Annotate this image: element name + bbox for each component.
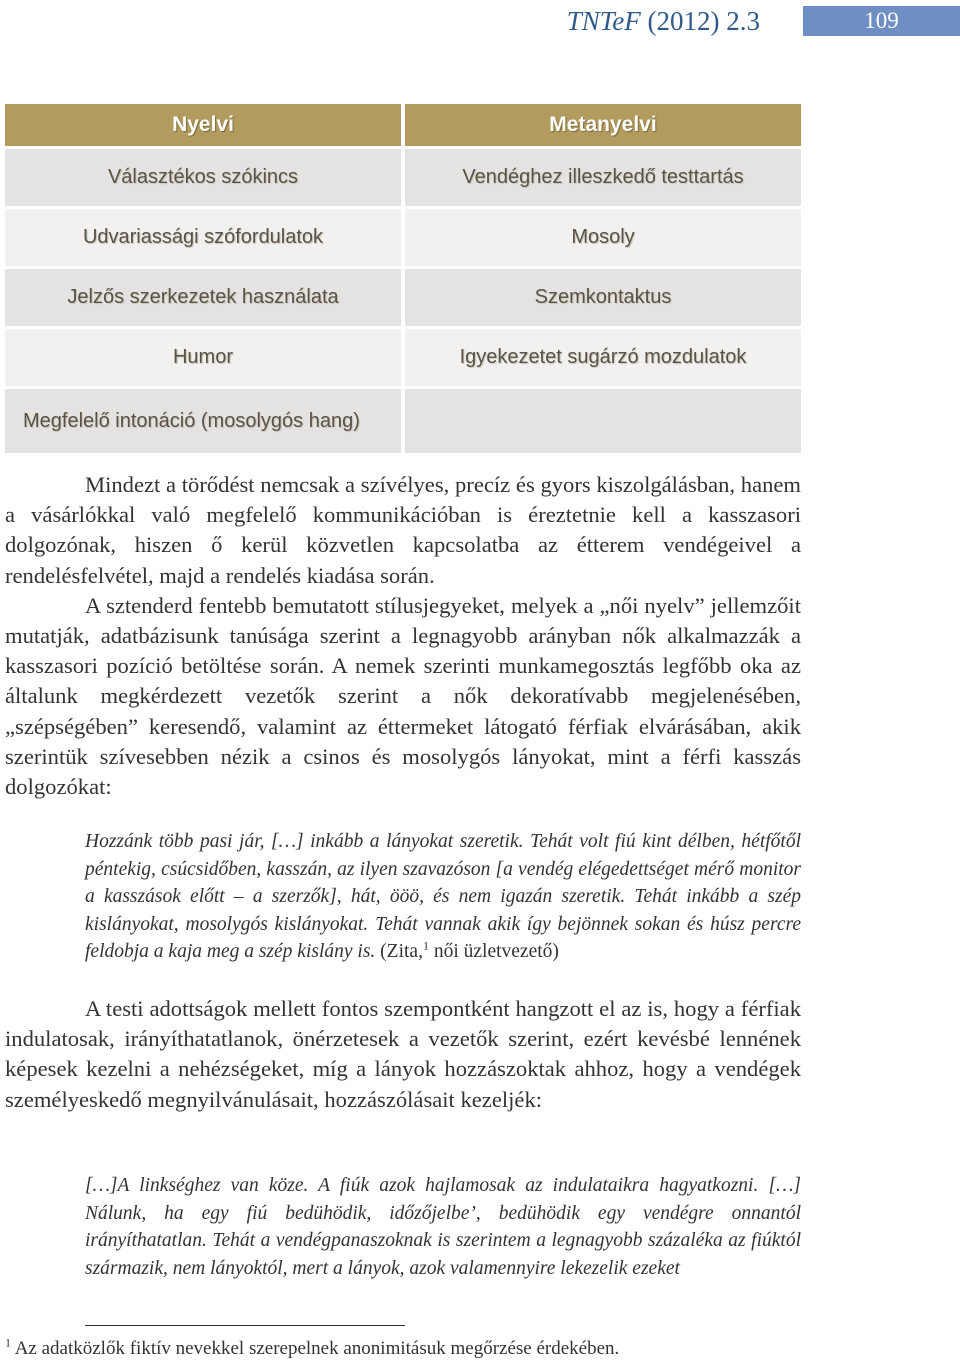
paragraph-text: Mindezt a törődést nemcsak a szívélyes, precíz és gyors kiszolgálásban, hanem a vásárlókkal való megfelelő kommunikációban is éreztetnie kell a kasszasori dolgozónak, hiszen ő kerül közvetlen kapcsolatba az étterem vendégeivel a rendelésfelvétel, majd a rendelés kiadása során. bbox=[5, 472, 801, 588]
quote-block-2 bbox=[85, 1172, 801, 1282]
paragraph-text: A testi adottságok mellett fontos szempontként hangzott el az is, hogy a férfiak indulatosak, irányíthatatlanok, önérzetesek a vezetők szerint, ezért kevésbé lennének képesek kezelni a nehézségeket, míg a lányok hozzászoktak ahhoz, hogy a vendégek személyeskedő megnyilvánulásait, hozzászólásait kezeljék: bbox=[5, 996, 801, 1112]
table-cell: Igyekezetet sugárzó mozdulatok bbox=[403, 328, 801, 388]
quote-text: […]A linkséghez van köze. A fiúk azok hajlamosak az indulataikra hagyatkozni. […] Nálunk, ha egy fiú bedühödik, időzőjelbe’, bedühödik egy vendégre onnantól irányíthatatlan. Tehát a vendégpanaszoknak is szerintem a legnagyobb százaléka az fiúktól származik, nem lányoktól, mert a lányok, azok valamennyire lekezelik ezeket bbox=[85, 1175, 801, 1279]
page-number: 109 bbox=[864, 8, 899, 33]
body-paragraph-2 bbox=[5, 994, 801, 1115]
column-header-nyelvi: Nyelvi bbox=[5, 104, 403, 148]
table-cell: Mosoly bbox=[403, 208, 801, 268]
table-cell: Vendéghez illeszkedő testtartás bbox=[403, 148, 801, 208]
table-cell: Megfelelő intonáció (mosolygós hang) bbox=[5, 388, 403, 454]
table-cell: Udvariassági szófordulatok bbox=[5, 208, 403, 268]
table-cell: Szemkontaktus bbox=[403, 268, 801, 328]
quote-text: Hozzánk több pasi jár, […] inkább a lányokat szeretik. Tehát volt fiú kint délben, hétfőtől péntekig, csúcsidőben, kasszán, az ilyen szavazóson [a vendég elégedettséget mérő monitor a kasszások előtt – a szerzők], hát, ööö, és nem igazán szeretik. Tehát inkább a szép kislányokat, mosolygós kislányokat. Tehát vannak akik így bejönnek sokan és húsz percre feldobja a kaja meg a szép kislány is. bbox=[85, 831, 801, 962]
table-row bbox=[5, 328, 801, 388]
quote-block-1 bbox=[85, 828, 801, 966]
table-cell: Humor bbox=[5, 328, 403, 388]
body-paragraph-1 bbox=[5, 470, 801, 802]
quote-attribution: (Zita, bbox=[375, 941, 423, 962]
table-cell: Választékos szókincs bbox=[5, 148, 403, 208]
table-row bbox=[5, 388, 801, 454]
paragraph-text: A sztenderd fentebb bemutatott stílusjegyeket, melyek a „női nyelv” jellemzőit mutatják, adatbázisunk tanúsága szerint a legnagyobb arányban nők alkalmazzák a kasszasori pozíció betöltése során. A nemek szerinti munkamegosztás legfőbb oka az általunk megkérdezett vezetők szerint a nők dekoratívabb megjelenésében, „szépségében” keresendő, valamint az éttermeket látogató férfiak elvárásában, akik szerintük szívesebben nézik a csinos és mosolygós lányokat, mint a férfi kasszás dolgozókat: bbox=[5, 592, 801, 800]
table-cell: Jelzős szerkezetek használata bbox=[5, 268, 403, 328]
table-row bbox=[5, 208, 801, 268]
page-number-badge bbox=[803, 6, 960, 36]
footnote-marker: 1 bbox=[5, 1335, 11, 1350]
footnote-divider bbox=[85, 1325, 405, 1326]
journal-issue: (2012) 2.3 bbox=[640, 6, 760, 36]
footnote-text: Az adatközlők fiktív nevekkel szerepelnek anonimitásuk megőrzése érdekében. bbox=[11, 1338, 620, 1359]
footnote bbox=[5, 1335, 620, 1360]
footnote-reference[interactable]: 1 bbox=[422, 938, 429, 953]
table-row bbox=[5, 148, 801, 208]
journal-header bbox=[567, 6, 760, 37]
journal-name: TNTeF bbox=[566, 6, 641, 36]
table-header-row bbox=[5, 104, 801, 148]
language-features-table bbox=[5, 104, 801, 453]
quote-attribution-role: női üzletvezető) bbox=[428, 941, 559, 962]
column-header-metanyelvi: Metanyelvi bbox=[403, 104, 801, 148]
table-row bbox=[5, 268, 801, 328]
table-cell bbox=[403, 388, 801, 454]
